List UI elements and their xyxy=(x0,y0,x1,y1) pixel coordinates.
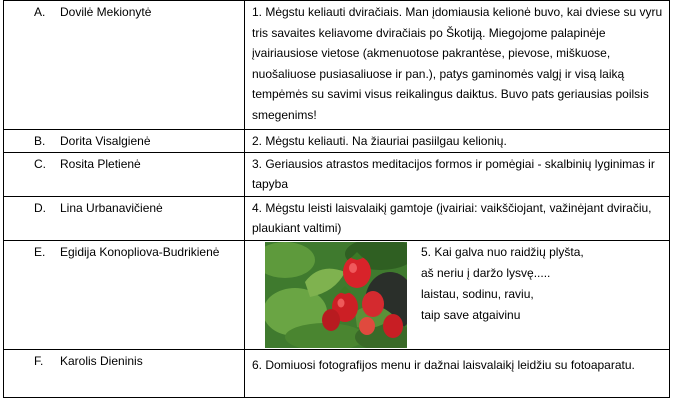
person-name: Dovilė Mekionytė xyxy=(60,5,152,19)
name-cell xyxy=(4,130,245,153)
name-cell xyxy=(4,240,245,349)
participants-table xyxy=(3,0,670,398)
description-cell xyxy=(245,130,670,153)
person-name: Rosita Pletienė xyxy=(60,156,141,171)
person-name: Dorita Visalgienė xyxy=(60,134,151,148)
description-text: 6. Domiuosi fotografijos menu ir dažnai laisvalaikį leidžiu su fotoaparatu. xyxy=(252,357,635,372)
poem-line: aš neriu į daržo lysvę..... xyxy=(421,265,551,280)
person-name: Karolis Dieninis xyxy=(60,353,143,368)
name-cell xyxy=(4,1,245,130)
description-cell xyxy=(245,196,670,240)
row-letter: B. xyxy=(34,134,46,148)
description-cell xyxy=(245,349,670,397)
person-name: Egidija Konopliova-Budrikienė xyxy=(60,244,220,259)
strawberries-photo xyxy=(265,242,407,348)
description-text: 2. Mėgstu keliauti. Na žiauriai pasiilgau kelionių. xyxy=(252,134,507,148)
poem-line: taip save atgaivinu xyxy=(421,307,521,322)
row-letter: F. xyxy=(34,353,44,368)
table-row xyxy=(4,152,670,196)
row-letter: D. xyxy=(34,200,46,215)
description-cell xyxy=(245,152,670,196)
table-row xyxy=(4,130,670,153)
row-letter: C. xyxy=(34,156,46,171)
poem xyxy=(407,241,584,348)
table-row xyxy=(4,196,670,240)
strawberries-image xyxy=(265,242,407,348)
description-text: 3. Geriausios atrastos meditacijos formos ir pomėgiai - skalbinių lyginimas ir tapyba xyxy=(252,156,655,191)
name-cell xyxy=(4,349,245,397)
description-cell xyxy=(245,240,670,349)
description-text: 1. Mėgstu keliauti dviračiais. Man įdomiausia kelionė buvo, kai dviese su vyru tris savaites keliavome dviračiais po Škotiją. Miegojome palapinėje įvairiausiose vietose (akmenuotose pakrantėse, pievose, miškuose, nuošaliuose pusiasaliuose ir pan.), patys gaminomės valgį ir visą laiką tempėmės su savimi visus reikalingus daiktus. Buvo pats geriausias poilsis smegenims! xyxy=(252,5,663,122)
table-row xyxy=(4,240,670,349)
description-cell xyxy=(245,1,670,130)
table-row xyxy=(4,1,670,130)
row-letter: E. xyxy=(34,244,46,259)
name-cell xyxy=(4,196,245,240)
person-name: Lina Urbanavičienė xyxy=(60,200,163,215)
table-row xyxy=(4,349,670,397)
poem-line: laistau, sodinu, raviu, xyxy=(421,286,534,301)
name-cell xyxy=(4,152,245,196)
description-text: 4. Mėgstu leisti laisvalaikį gamtoje (įvairiai: vaikščiojant, važinėjant dviračiu, plaukiant valtimi) xyxy=(252,200,652,235)
row-letter: A. xyxy=(34,5,46,19)
poem-line: 5. Kai galva nuo raidžių plyšta, xyxy=(421,244,584,259)
